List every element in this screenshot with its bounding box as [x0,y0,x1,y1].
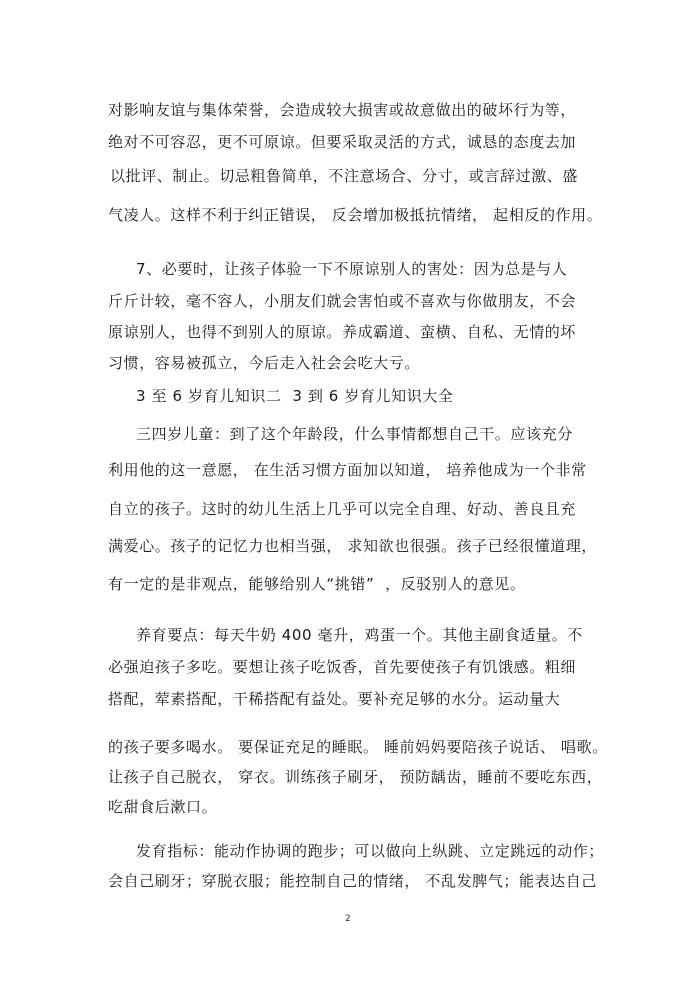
text-line: 吃甜食后漱口。 [108,798,218,816]
text-line: 让孩子自己脱衣， 穿衣。训练孩子刷牙， 预防龋齿，睡前不要吃东西， [108,768,603,786]
text-line: 必强迫孩子多吃。要想让孩子吃饭香，首先要使孩子有饥饿感。粗细 [108,658,577,676]
text-line: 原谅别人，也得不到别人的原谅。养成霸道、蛮横、自私、无情的坏 [108,323,577,341]
page-number: 2 [345,914,351,924]
text-line: 以批评、制止。切忌粗鲁简单，不注意场合、分寸，或言辞过激、盛 [110,167,579,185]
text-line: 三四岁儿童：到了这个年龄段，什么事情都想自己干。应该充分 [136,425,573,443]
text-line: 会自己刷牙；穿脱衣服；能控制自己的情绪， 不乱发脾气；能表达自己 [108,872,597,890]
text-line: 搭配，荤素搭配，干稀搭配有益处。要补充足够的水分。运动量大 [108,690,561,708]
text-line: 自立的孩子。这时的幼儿生活上几乎可以完全自理、好动、善良且充 [108,500,577,518]
text-line: 气凌人。这样不利于纠正错误， 反会增加极抵抗情绪， 起相反的作用。 [108,206,603,224]
text-line: 斤斤计较，毫不容人，小朋友们就会害怕或不喜欢与你做朋友，不会 [108,292,577,310]
text-line: 7、必要时，让孩子体验一下不原谅别人的害处：因为总是与人 [136,260,568,278]
text-line: 利用他的这一意愿， 在生活习惯方面加以知道， 培养他成为一个非常 [108,461,587,479]
text-line: 养育要点：每天牛奶 400 毫升，鸡蛋一个。其他主副食适量。不 [136,626,583,644]
text-line: 习惯，容易被孤立，今后走入社会会吃大亏。 [108,354,421,372]
text-line: 满爱心。孩子的记忆力也相当强， 求知欲也很强。孩子已经很懂道理， [108,537,597,555]
text-line: 有一定的是非观点，能够给别人“挑错” ，反驳别人的意见。 [108,575,526,593]
text-line: 的孩子要多喝水。 要保证充足的睡眠。 睡前妈妈要陪孩子说话、 唱歌。 [108,738,608,756]
section-heading: 3 至 6 岁育儿知识二 3 到 6 岁育儿知识大全 [136,387,454,405]
text-line: 对影响友谊与集体荣誉，会造成较大损害或故意做出的破坏行为等， [108,101,577,119]
text-line: 绝对不可容忍，更不可原谅。但要采取灵活的方式，诚恳的态度去加 [108,133,577,151]
text-line: 发育指标：能动作协调的跑步；可以做向上纵跳、立定跳远的动作； [136,842,605,860]
